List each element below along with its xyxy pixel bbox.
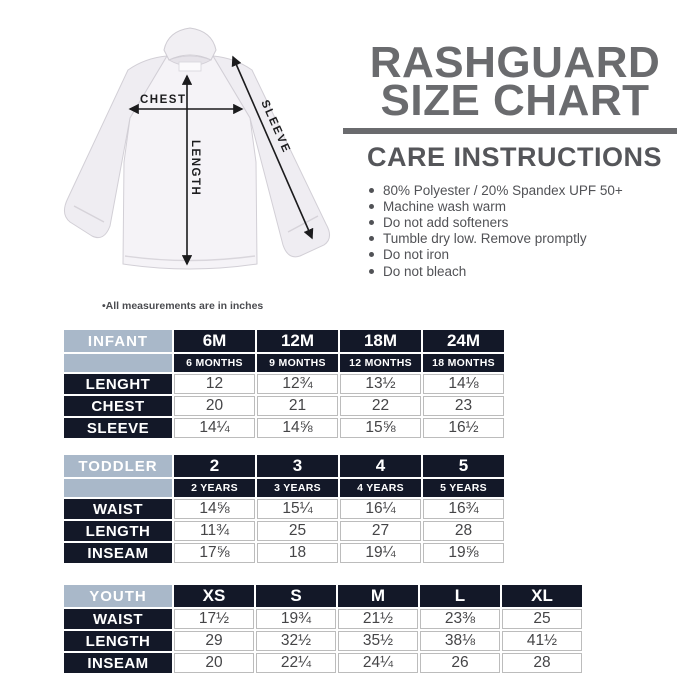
size-value: 38⅛ — [420, 631, 500, 651]
size-value: 16¼ — [340, 499, 421, 519]
size-value: 15⅝ — [340, 418, 421, 438]
size-value: 21 — [257, 396, 338, 416]
table-row — [64, 609, 582, 629]
chest-label: CHEST — [140, 94, 187, 106]
rashguard-diagram — [30, 12, 350, 307]
size-value: 11¾ — [174, 521, 255, 541]
care-item — [369, 247, 623, 263]
size-value: 22¼ — [256, 653, 336, 673]
bullet-icon — [369, 269, 374, 274]
age-subheader: 6 MONTHS — [174, 354, 255, 372]
size-value: 26 — [420, 653, 500, 673]
row-label: LENGTH — [64, 521, 172, 541]
size-value: 14⅝ — [174, 499, 255, 519]
row-label: INSEAM — [64, 543, 172, 563]
size-value: 17⅝ — [174, 543, 255, 563]
size-value: 12¾ — [257, 374, 338, 394]
table-header-row — [64, 585, 582, 607]
size-value: 22 — [340, 396, 421, 416]
toddler-size-table — [62, 453, 506, 565]
size-value: 32½ — [256, 631, 336, 651]
size-value: 28 — [423, 521, 504, 541]
row-label: LENGTH — [64, 631, 172, 651]
measurements-note: •All measurements are in inches — [102, 300, 264, 312]
care-instructions-heading: CARE INSTRUCTIONS — [367, 142, 663, 172]
size-value: 16½ — [423, 418, 504, 438]
age-subheader: 2 YEARS — [174, 479, 255, 497]
size-column-header: L — [420, 585, 500, 607]
size-value: 14⅝ — [257, 418, 338, 438]
page-title-line2: SIZE CHART — [380, 76, 650, 125]
row-label: WAIST — [64, 499, 172, 519]
size-value: 24¼ — [338, 653, 418, 673]
size-column-header: S — [256, 585, 336, 607]
page-title-line1: RASHGUARD — [369, 38, 661, 87]
age-subheader: 3 YEARS — [257, 479, 338, 497]
size-column-header: 2 — [174, 455, 255, 477]
table-header-row — [64, 455, 504, 477]
youth-size-table — [62, 583, 584, 675]
group-cell-spacer — [64, 479, 172, 497]
table-row — [64, 521, 504, 541]
size-value: 35½ — [338, 631, 418, 651]
size-value: 20 — [174, 653, 254, 673]
size-value: 27 — [340, 521, 421, 541]
care-item-text: 80% Polyester / 20% Spandex UPF 50+ — [383, 182, 623, 198]
bullet-icon — [369, 236, 374, 241]
size-value: 12 — [174, 374, 255, 394]
care-item — [369, 231, 623, 247]
care-item-text: Do not bleach — [383, 263, 467, 279]
size-value: 23⅜ — [420, 609, 500, 629]
group-label-youth: YOUTH — [64, 585, 172, 607]
care-item-text: Machine wash warm — [383, 198, 507, 214]
size-value: 25 — [257, 521, 338, 541]
size-value: 25 — [502, 609, 582, 629]
row-label: CHEST — [64, 396, 172, 416]
row-label: SLEEVE — [64, 418, 172, 438]
sleeve-label: SLEEVE — [258, 98, 293, 156]
table-row — [64, 631, 582, 651]
size-value: 18 — [257, 543, 338, 563]
size-column-header: 4 — [340, 455, 421, 477]
group-label-toddler: TODDLER — [64, 455, 172, 477]
table-header-row — [64, 330, 504, 352]
bullet-icon — [369, 188, 374, 193]
care-item — [369, 263, 623, 279]
row-label: LENGHT — [64, 374, 172, 394]
size-column-header: 24M — [423, 330, 504, 352]
size-value: 28 — [502, 653, 582, 673]
size-value: 41½ — [502, 631, 582, 651]
table-row — [64, 653, 582, 673]
size-value: 14¼ — [174, 418, 255, 438]
size-value: 14⅛ — [423, 374, 504, 394]
length-label: LENGTH — [189, 140, 201, 197]
age-subheader: 4 YEARS — [340, 479, 421, 497]
row-label: WAIST — [64, 609, 172, 629]
size-column-header: XL — [502, 585, 582, 607]
care-item — [369, 182, 623, 198]
size-column-header: 6M — [174, 330, 255, 352]
size-value: 17½ — [174, 609, 254, 629]
row-label: INSEAM — [64, 653, 172, 673]
age-subheader: 5 YEARS — [423, 479, 504, 497]
size-value: 19¾ — [256, 609, 336, 629]
size-value: 19⅝ — [423, 543, 504, 563]
size-value: 15¼ — [257, 499, 338, 519]
size-value: 19¼ — [340, 543, 421, 563]
title-underline — [343, 128, 677, 134]
table-row — [64, 543, 504, 563]
size-value: 16¾ — [423, 499, 504, 519]
age-subheader: 18 MONTHS — [423, 354, 504, 372]
bullet-icon — [369, 220, 374, 225]
table-subheader-row — [64, 354, 504, 372]
table-row — [64, 396, 504, 416]
size-column-header: M — [338, 585, 418, 607]
size-column-header: 18M — [340, 330, 421, 352]
care-item-text: Tumble dry low. Remove promptly — [383, 231, 587, 247]
age-subheader: 9 MONTHS — [257, 354, 338, 372]
size-value: 23 — [423, 396, 504, 416]
size-column-header: 12M — [257, 330, 338, 352]
table-row — [64, 499, 504, 519]
size-column-header: 3 — [257, 455, 338, 477]
size-value: 21½ — [338, 609, 418, 629]
page-title — [345, 38, 685, 125]
size-value: 29 — [174, 631, 254, 651]
group-label-infant: INFANT — [64, 330, 172, 352]
care-item — [369, 214, 623, 230]
age-subheader: 12 MONTHS — [340, 354, 421, 372]
size-value: 13½ — [340, 374, 421, 394]
care-instructions-list — [369, 182, 623, 279]
shirt-collar — [164, 28, 216, 60]
bullet-icon — [369, 204, 374, 209]
bullet-icon — [369, 252, 374, 257]
size-value: 20 — [174, 396, 255, 416]
care-item-text: Do not add softeners — [383, 214, 509, 230]
care-item — [369, 198, 623, 214]
shirt-neck-tag — [179, 62, 201, 71]
group-cell-spacer — [64, 354, 172, 372]
table-row — [64, 374, 504, 394]
table-row — [64, 418, 504, 438]
size-column-header: 5 — [423, 455, 504, 477]
infant-size-table — [62, 328, 506, 440]
table-subheader-row — [64, 479, 504, 497]
care-item-text: Do not iron — [383, 247, 450, 263]
size-column-header: XS — [174, 585, 254, 607]
